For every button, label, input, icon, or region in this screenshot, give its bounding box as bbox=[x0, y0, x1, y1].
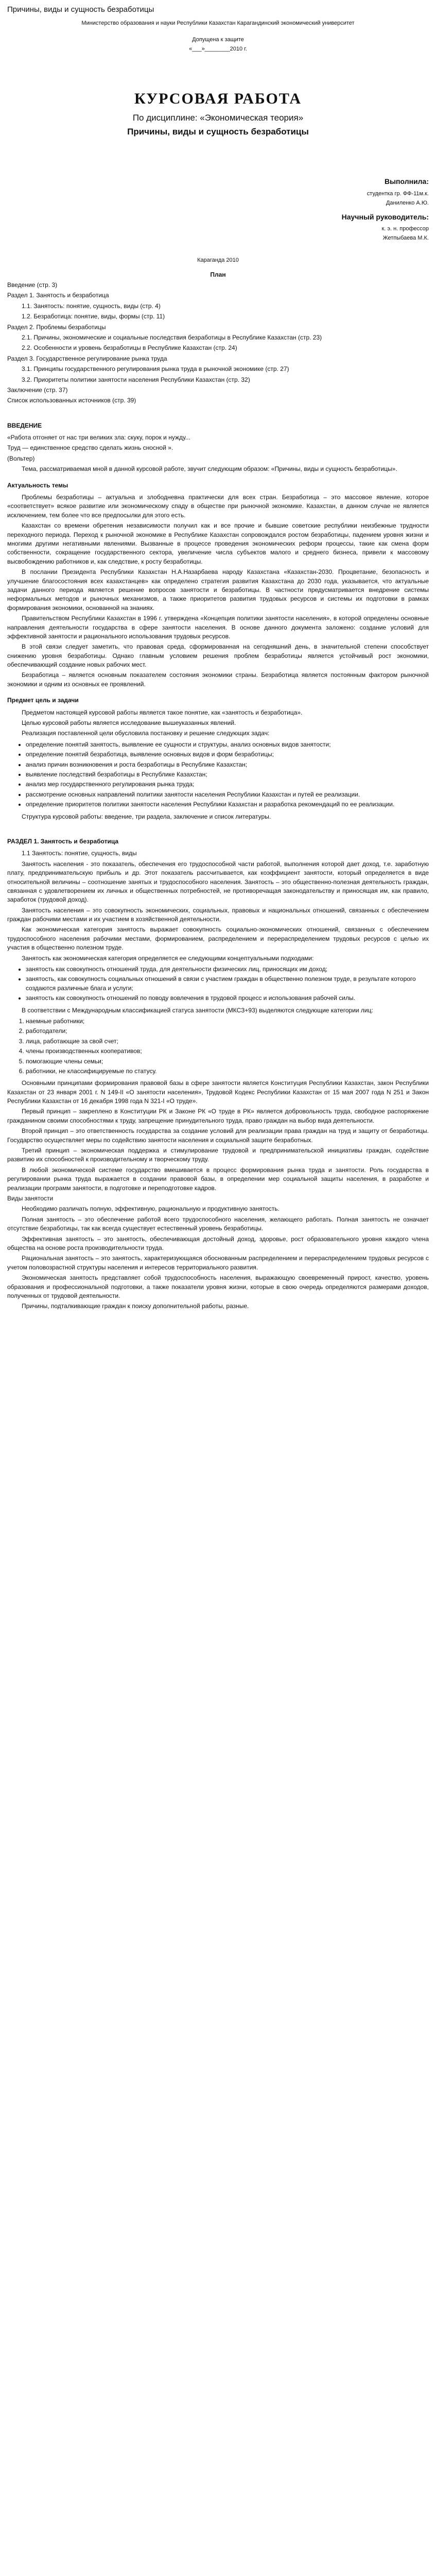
list-item: • занятость, как совокупность социальных отношений в связи с участием граждан в общественно полезном труде, в результате которого создаются различные блага и услуги; bbox=[26, 975, 429, 993]
supervisor-name: Жетпыбаева М.К. bbox=[382, 234, 429, 241]
list-item: • определение приоритетов политики занятости населения Республики Казахстан и разработка рекомендаций по ее реализации. bbox=[26, 800, 429, 809]
paragraph: Третий принцип – экономическая поддержка и стимулирование трудовой и предпринимательской инициативы граждан, содействие развитию их способностей к производительному и творческому труду. bbox=[7, 1147, 429, 1163]
course-work-title: КУРСОВАЯ РАБОТА bbox=[134, 90, 302, 107]
done-by-heading: Выполнила: bbox=[384, 177, 429, 186]
toc-item: Список использованных источников (стр. 39) bbox=[7, 397, 136, 404]
toc-item: 3.1. Принципы государственного регулирования рынка труда в рыночной экономике (стр. 27) bbox=[22, 365, 289, 373]
paragraph: Проблемы безработицы – актуальна и злободневна практически для всех стран. Безработица – это массовое явление, которое «соответствует» всякое развитие или экономическому спаду в обществе при рыночной экономике. Казахстан, в данном случае не является исключением, тем более что все предпосылки для этого есть. bbox=[7, 494, 429, 519]
list-item: • выявление последствий безработицы в Республике Казахстан; bbox=[26, 770, 429, 779]
forms-heading: Виды занятости bbox=[7, 1195, 54, 1202]
paragraph: Тема, рассматриваемая мной в данной курсовой работе, звучит следующим образом: «Причины, виды и сущность безработицы». bbox=[22, 465, 397, 473]
toc-item: Введение (стр. 3) bbox=[7, 281, 58, 289]
list-item: • определение понятий безработица, выявление основных видов и форм безработицы; bbox=[26, 750, 429, 759]
student-group: студентка гр. ФФ-11м.к. bbox=[367, 190, 429, 197]
subsection-heading: 1.1 Занятость: понятие, сущность, виды bbox=[22, 850, 137, 857]
paragraph: Полная занятость – это обеспечение работой всего трудоспособного населения, желающего работать. Полная занятость не означает отсутствие безработицы, так как всегда существует естественный уровень безработицы. bbox=[7, 1215, 429, 1232]
paragraph: Целью курсовой работы является исследование вышеуказанных явлений. bbox=[22, 719, 236, 727]
document-title-line: Причины, виды и сущность безработицы bbox=[7, 5, 154, 14]
paragraph: Необходимо различать полную, эффективную, рациональную и продуктивную занятость. bbox=[22, 1205, 280, 1213]
paragraph: Основными принципами формирования правовой базы в сфере занятости является Конституция Республики Казахстан, закон Республики Казахстан от 23 января 2001 г. N 149-II «О занятости населения», Трудовой Кодекс Республики Казахстан от 15 мая 2007 года N 251 и Закон Республики Казахстан от 16 декабря 1998 года N 321-I «О труде». bbox=[7, 1079, 429, 1105]
categories-list bbox=[7, 1017, 429, 1076]
paragraph: Безработица – является основным показателем состояния экономики страны. Безработица является постоянным фактором рыночной экономики и одним из основных ее проявлений. bbox=[7, 671, 429, 688]
list-item: 1. наемные работники; bbox=[26, 1017, 429, 1026]
paragraph: Реализация поставленной цели обусловила постановку и решение следующих задач: bbox=[22, 730, 270, 737]
paragraph: Занятость населения - это показатель, обеспечения его трудоспособной части работой, выполнения которой дает доход, т.е. заработную плату, предпринимательскую прибыль и др. Этот показатель рассчитывается, как коэффициент занятости, который определяется в виде относительной величины – соотношение занятых и трудоспособного населения. Занятость – это общественно-полезная деятельность граждан, связанная с удовлетворением их личных и общественных потребностей, не противоречащая законодательству и приносящая им, как правило, заработок (трудовой доход). bbox=[7, 860, 429, 904]
paragraph: Занятость населения – это совокупность экономических, социальных, правовых и национальных отношений, связанных с обеспечением граждан рабочими местами и их участием в хозяйственной деятельности. bbox=[7, 906, 429, 923]
approaches-list bbox=[7, 965, 429, 1003]
list-item: 2. работодатели; bbox=[26, 1027, 429, 1036]
admit-text: Допущена к защите bbox=[192, 36, 244, 43]
section1-heading: РАЗДЕЛ 1. Занятость и безработица bbox=[7, 837, 119, 845]
epigraph-line: «Работа отгоняет от нас три великих зла: скуку, порок и нужду... bbox=[7, 434, 190, 442]
city-year: Караганда 2010 bbox=[197, 257, 239, 263]
list-item: • определение понятий занятость, выявление ее сущности и структуры, анализ основных видов занятости; bbox=[26, 740, 429, 749]
topic-title: Причины, виды и сущность безработицы bbox=[127, 126, 309, 137]
intro-heading: ВВЕДЕНИЕ bbox=[7, 421, 42, 429]
toc-item: 2.2. Особенности и уровень безработицы в Республике Казахстан (стр. 24) bbox=[22, 344, 237, 352]
table-of-contents bbox=[7, 270, 429, 405]
list-item: 5. помогающие члены семьи; bbox=[26, 1057, 429, 1066]
paragraph: В соответствии с Международным классификацией статуса занятости (МКСЗ+93) выделяются следующие категории лиц: bbox=[22, 1006, 373, 1014]
paragraph: Правительством Республики Казахстан в 1996 г. утверждена «Концепция политики занятости населения», в которой определены основные направления деятельности государства в сфере занятости населения. В основе данного документа заложено: создание условий для эффективной занятости и рационального использования трудовых ресурсов. bbox=[7, 615, 429, 640]
list-item: • занятость как совокупность отношений труда, для деятельности физических лиц, приносящих им доход; bbox=[26, 965, 429, 974]
paragraph: Структура курсовой работы: введение, три раздела, заключение и список литературы. bbox=[22, 812, 271, 820]
ministry-text: Министерство образования и науки Республики Казахстан Карагандинский экономический университет bbox=[81, 20, 355, 26]
discipline-line: По дисциплине: «Экономическая теория» bbox=[132, 113, 304, 123]
student-name: Даниленко А.Ю. bbox=[386, 199, 429, 206]
toc-item: Заключение (стр. 37) bbox=[7, 386, 68, 394]
paragraph: Второй принцип – это ответственность государства за создание условий для реализации права граждан на труд и защиту от безработицы. Государство осуществляет меры по содействию занятости населения и социальной защите безработных. bbox=[7, 1127, 429, 1144]
paragraph: В послании Президента Республики Казахстан Н.А.Назарбаева народу Казахстана «Казахстан-2030. Процветание, безопасность и улучшение благосостояния всех казахстанцев» как определено стратегия развития Казахстана до 2030 года, указывается, что актуальные задачи данного периода является решение вопросов занятости и безработицы. В частности предусматривается внедрение системы неформальных методов и рыночных механизмов, а также приоритетов развития трудовых ресурсов и системы их подготовки в рамках формирования экономики, основанной на знаниях. bbox=[7, 568, 429, 612]
paragraph: Эффективная занятость – это занятость, обеспечивающая достойный доход, здоровье, рост образовательного уровня каждого члена общества на основе роста производительности труда. bbox=[7, 1235, 429, 1251]
admit-date: «___»________2010 г. bbox=[189, 45, 247, 52]
list-item: 4. члены производственных кооперативов; bbox=[26, 1047, 429, 1056]
toc-heading: План bbox=[210, 270, 226, 278]
list-item: • анализ причин возникновения и роста безработицы в Республике Казахстан; bbox=[26, 760, 429, 769]
list-item: • рассмотрение основных направлений политики занятости населения Республики Казахстан и путей ее реализации. bbox=[26, 790, 429, 799]
list-item: 6. работники, не классифицируемые по статусу. bbox=[26, 1067, 429, 1076]
toc-item: 1.1. Занятость: понятие, сущность, виды (стр. 4) bbox=[22, 302, 161, 310]
paragraph: Предметом настоящей курсовой работы является такое понятие, как «занятость и безработица». bbox=[22, 708, 303, 716]
tasks-list bbox=[7, 740, 429, 809]
toc-item: 3.2. Приоритеты политики занятости населения Республики Казахстан (стр. 32) bbox=[22, 376, 250, 383]
actuality-heading: Актуальность темы bbox=[7, 481, 68, 489]
paragraph: Казахстан со времени обретения независимости получил как и все прочие и бывшие советские республики неизбежные трудности переходного периода. Переход к рыночной экономике в Республике Казахстан сопровождался ростом безработицы, падением уровня жизни и многими другими негативными явлениями. Вызванные в процессе проведения экономических реформ процессы, такие как смена форм собственности, сокращение государственного сектора, увеличение числа субъектов малого и среднего бизнеса, привели к массовому высвобождению работников и, как следствие, к росту безработицы. bbox=[7, 522, 429, 565]
list-item: 3. лица, работающие за свой счет; bbox=[26, 1037, 429, 1046]
paragraph: Экономическая занятость представляет собой трудоспособность населения, выражающую своевременный прирост, качество, уровень образования и профессиональной подготовки, а также показатели уровня жизни, которые в свою очередь определяются размерами доходов, полученных от трудовой деятельности. bbox=[7, 1274, 429, 1299]
supervisor-degree: к. э. н. профессор bbox=[381, 225, 429, 232]
toc-item: Раздел 3. Государственное регулирование рынка труда bbox=[7, 354, 167, 362]
paragraph: Занятость как экономическая категория определяется ее следующими концептуальными подходами: bbox=[22, 954, 314, 962]
toc-item: Раздел 1. Занятость и безработица bbox=[7, 292, 109, 299]
supervisor-heading: Научный руководитель: bbox=[341, 212, 429, 221]
toc-item: Раздел 2. Проблемы безработицы bbox=[7, 323, 106, 331]
paragraph: Как экономическая категория занятость выражает совокупность социально-экономических отношений, связанных с обеспечением трудоспособного населения рабочими местами, формированием, распределением и перераспределением трудовых ресурсов с целью их участия в общественно полезном труде. bbox=[7, 926, 429, 952]
paragraph: Причины, подталкивающие граждан к поиску дополнительной работы, разные. bbox=[22, 1302, 249, 1310]
paragraph: Первый принцип – закреплено в Конституции РК и Законе РК «О труде в РК» является добровольность труда, свободное распоряжение гражданином своими способностями к труду, запрещение принудительного труда, право граждан на выбор вида деятельности. bbox=[7, 1108, 429, 1124]
paragraph: В любой экономической системе государство вмешивается в процесс формирования рынка труда и занятости. Роль государства в регулировании рынка труда выражается в создании правовой базы, в определении мер социальной защиты населения, в разработке и реализации программ занятости, в подготовке и переподготовке кадров. bbox=[7, 1166, 429, 1192]
paragraph: Рациональная занятость – это занятость, характеризующаяся обоснованным распределением и перераспределением трудовых ресурсов с учетом половозрастной структуры населения и интересов территориального развития. bbox=[7, 1255, 429, 1271]
list-item: • анализ мер государственного регулирования рынка труда; bbox=[26, 780, 429, 789]
list-item: • занятость как совокупность отношений по поводу вовлечения в трудовой процесс и использования рабочей силы. bbox=[26, 994, 429, 1003]
toc-item: 2.1. Причины, экономические и социальные последствия безработицы в Республике Казахстан (стр. 23) bbox=[22, 333, 322, 341]
epigraph-line: Труд — единственное средство сделать жизнь сносной ». bbox=[7, 444, 173, 452]
toc-item: 1.2. Безработица: понятие, виды, формы (стр. 11) bbox=[22, 313, 165, 320]
subject-heading: Предмет цель и задачи bbox=[7, 697, 79, 704]
epigraph-author: (Вольтер) bbox=[7, 454, 35, 462]
paragraph: В этой связи следует заметить, что правовая среда, сформированная на сегодняшний день, в значительной степени способствует снижению уровня безработицы. Однако главным условием решения проблем безработицы является устойчивый рост экономики, обеспечивающий создание новых рабочих мест. bbox=[7, 643, 429, 669]
